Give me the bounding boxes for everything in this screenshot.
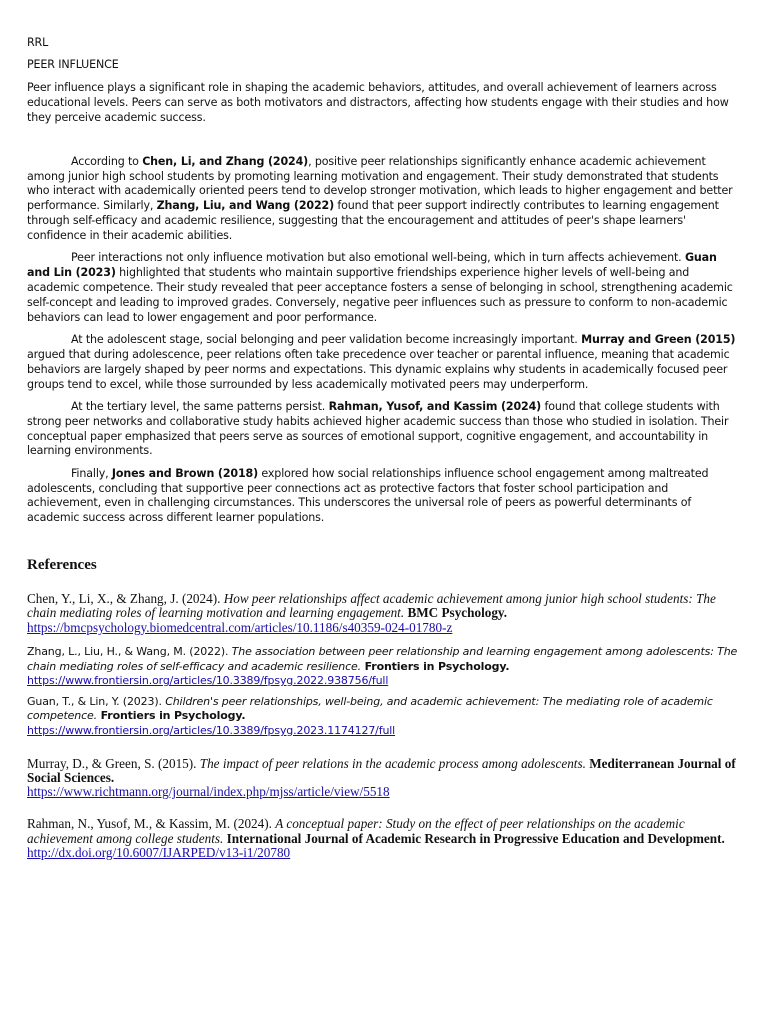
paragraph-text: , positive peer relationships significantly enhance academic achievement among junior high school students by promoting learning motivation and engagement. Their study demonstrated that students who interact with academically oriented peers tend to develop stronger motivation, which leads to higher engagement and better performance. Similarly, — [27, 154, 733, 213]
reference-entry — [27, 757, 741, 800]
reference-entry — [27, 592, 741, 635]
reference-journal: BMC Psychology. — [404, 605, 508, 621]
paragraph-text: According to — [71, 154, 143, 168]
reference-title: Children's peer relationships, well-being, and academic achievement: The mediating role of academic competence. — [27, 694, 713, 723]
reference-title: How peer relationships affect academic achievement among junior high school students: The chain mediating roles of learning motivation and learning engagement. — [27, 591, 716, 621]
reference-link[interactable]: https://www.frontiersin.org/articles/10.3389/fpsyg.2023.1174127/full — [27, 723, 396, 737]
paragraph-text: At the tertiary level, the same patterns persist. — [71, 399, 329, 413]
citation-text: Zhang, Liu, and Wang (2022) — [156, 199, 335, 213]
reference-journal: Frontiers in Psychology. — [360, 659, 510, 673]
paragraph-text: explored how social relationships influence school engagement among maltreated adolescents, concluding that supportive peer connections act as protective factors that foster school participation and achievement, even in challenging circumstances. This underscores the universal role of peers as powerful determinants of academic success across different learner populations. — [27, 466, 709, 525]
body-paragraphs — [27, 155, 741, 526]
reference-link[interactable]: https://bmcpsychology.biomedcentral.com/articles/10.1186/s40359-024-01780-z — [27, 619, 453, 635]
citation-text: Rahman, Yusof, and Kassim (2024) — [328, 399, 542, 413]
doc-label: RRL — [27, 36, 49, 49]
body-paragraph — [27, 400, 741, 459]
section-heading: PEER INFLUENCE — [27, 58, 119, 72]
body-paragraph — [27, 155, 741, 244]
reference-journal: Frontiers in Psychology. — [96, 709, 246, 723]
references-heading: References — [27, 557, 97, 574]
reference-link[interactable]: https://www.frontiersin.org/articles/10.3389/fpsyg.2022.938756/full — [27, 674, 389, 688]
reference-title: The impact of peer relations in the academic process among adolescents. — [199, 755, 586, 771]
reference-entry — [27, 645, 741, 689]
citation-text: Chen, Li, and Zhang (2024) — [142, 154, 309, 168]
citation-text: Murray and Green (2015) — [581, 333, 736, 346]
paragraph-text: found that college students with strong peer networks and collaborative study habits achieved higher academic success than those who studied in isolation. Their conceptual paper emphasized that peers serve as sources of emotional support, cognitive engagement, and accountability in learning environments. — [27, 399, 729, 458]
reference-authors: Rahman, N., Yusof, M., & Kassim, M. (2024). — [27, 816, 276, 832]
body-paragraph — [27, 251, 741, 325]
body-paragraph — [27, 333, 741, 392]
reference-title: The association between peer relationship and learning engagement among adolescents: The chain mediating roles of self-efficacy and academic resilience. — [27, 645, 738, 673]
reference-entry — [27, 817, 741, 860]
reference-authors: Murray, D., & Green, S. (2015). — [27, 755, 200, 771]
reference-link[interactable]: https://www.richtmann.org/journal/index.php/mjss/article/view/5518 — [27, 784, 390, 800]
paragraph-text: Peer interactions not only influence motivation but also emotional well-being, which in turn affects achievement. — [71, 251, 685, 265]
reference-journal: Mediterranean Journal of Social Sciences. — [27, 755, 736, 785]
intro-paragraph: Peer influence plays a significant role in shaping the academic behaviors, attitudes, and overall achievement of learners across educational levels. Peers can serve as both motivators and distractors, affecting how students engage with their studies and how they perceive academic success. — [27, 81, 729, 124]
document-page — [27, 36, 741, 860]
citation-text: Guan and Lin (2023) — [27, 251, 717, 280]
paragraph-text: argued that during adolescence, peer relations often take precedence over teacher or parental influence, meaning that academic behaviors are largely shaped by peer norms and expectations. This dynamic explains why students in academically focused peer groups tend to excel, while those surrounded by less academically motivated peers may underperform. — [27, 347, 730, 391]
paragraph-text: Finally, — [71, 466, 112, 480]
paragraph-text: highlighted that students who maintain supportive friendships experience higher levels of well-being and academic competence. Their study revealed that peer acceptance fosters a sense of belonging in school, strengthening academic self-concept and leading to improved grades. Conversely, negative peer influences such as pressure to conform to non-academic behaviors can lead to lower engagement and poor performance. — [27, 266, 733, 324]
reference-authors: Chen, Y., Li, X., & Zhang, J. (2024). — [27, 591, 224, 607]
references-list — [27, 592, 741, 860]
reference-authors: Guan, T., & Lin, Y. (2023). — [27, 694, 166, 708]
reference-journal: International Journal of Academic Research in Progressive Education and Development. — [223, 830, 725, 846]
reference-link[interactable]: http://dx.doi.org/10.6007/IJARPED/v13-i1/20780 — [27, 845, 291, 861]
body-paragraph — [27, 467, 741, 526]
reference-entry — [27, 695, 741, 739]
reference-authors: Zhang, L., Liu, H., & Wang, M. (2022). — [27, 645, 232, 659]
paragraph-text: found that peer support indirectly contributes to learning engagement through self-efficacy and academic resilience, suggesting that the encouragement and attitudes of peer's shape learners' confidence in their academic abilities. — [27, 199, 719, 242]
reference-title: A conceptual paper: Study on the effect of peer relationships on the academic achievement among college students. — [27, 816, 685, 846]
paragraph-text: At the adolescent stage, social belonging and peer validation become increasingly important. — [71, 333, 582, 346]
citation-text: Jones and Brown (2018) — [111, 466, 259, 480]
